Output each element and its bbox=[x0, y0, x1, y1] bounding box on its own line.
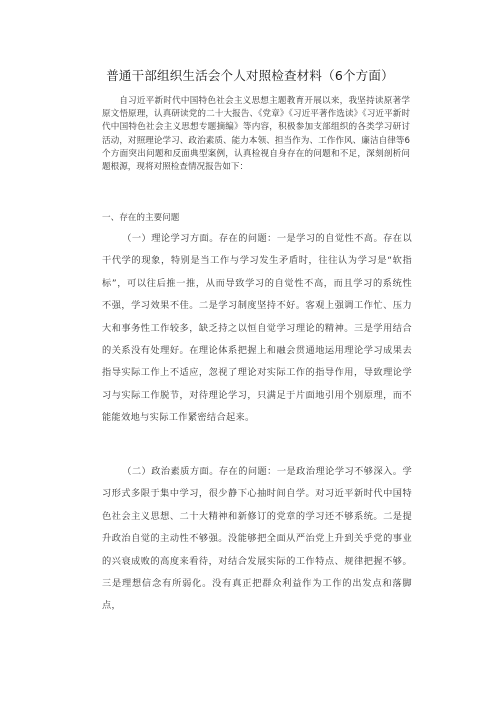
section-heading: 一、存在的主要问题 bbox=[102, 213, 180, 223]
intro-paragraph: 自习近平新时代中国特色社会主义思想主题教育开展以来，我坚持读原著学原文悟原理，认真研读党的二十大报告、《党章》《习近平著作选读》《习近平新时代中国特色社会主义思想专题摘编》等内容，积极参加支部组织的各类学习研讨活动，对照理论学习、政治素质、能力本领、担当作为、工作作风、廉洁自律等6个方面突出问题和反面典型案例，认真检视自身存在的问题和不足，深刻剖析问题根源，现将对照检查情况报告如下： bbox=[102, 96, 410, 173]
paragraph-political-quality: （二）政治素质方面。存在的问题：一是政治理论学习不够深入。学习形式多限于集中学习，很少静下心抽时间自学。对习近平新时代中国特色社会主义思想、二十大精神和新修订的党章的学习还不够系统。二是提升政治自觉的主动性不够强。没能够把全面从严治党上升到关乎党的事业的兴衰成败的高度来看待，对结合发展实际的工作特点、规律把握不够。三是理想信念有所弱化。没有真正把群众利益作为工作的出发点和落脚点， bbox=[102, 466, 412, 612]
document-title: 普通干部组织生活会个人对照检查材料（6个方面） bbox=[106, 68, 394, 83]
paragraph-theory-study: （一）理论学习方面。存在的问题：一是学习的自觉性不高。存在以干代学的现象，特别是当工作与学习发生矛盾时，往往认为学习是“软指标”，可以往后推一推，从而导致学习的自觉性不高，而且学习的系统性不强，学习效果不佳。二是学习制度坚持不好。客观上强调工作忙、压力大和事务性工作较多，缺乏持之以恒自觉学习理论的精神。三是学用结合的关系没有处理好。在理论体系把握上和融会贯通地运用理论学习成果去指导实际工作上不适应，忽视了理论对实际工作的指导作用，导致理论学习与实际工作脱节，对待理论学习，只满足于片面地引用个别原理，而不能能效地与实际工作紧密结合起来。 bbox=[102, 233, 412, 424]
